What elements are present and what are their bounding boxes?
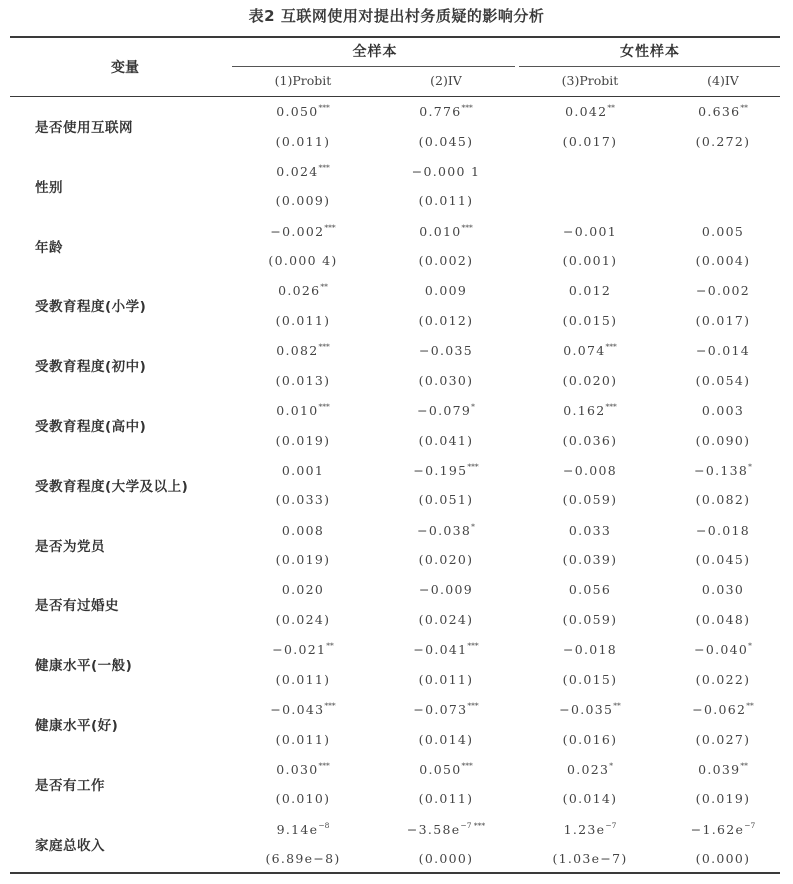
standard-error-cell: (0.014) [418,731,474,747]
coefficient-value: 0.001 [281,462,325,478]
group-header-full-sample: 全样本 [352,44,398,60]
coefficient-value: 0.042 [565,104,608,119]
standard-error-cell: (1.03e−7) [552,851,628,867]
standard-error-cell: (0.041) [418,432,474,448]
coefficient-cell [525,400,655,422]
coefficient-cell [381,639,511,661]
significance-marker: ** [613,701,621,710]
significance-marker: * [748,461,752,471]
coefficient-value: −0.000 1 [411,163,481,179]
coefficient-cell [525,699,655,721]
standard-error-cell: (0.000 4) [268,253,338,269]
significance-marker: ** [740,760,748,770]
coefficient-cell [238,579,368,601]
standard-error-cell: (0.019) [275,432,331,448]
coefficient-cell [525,639,655,661]
header-rule [10,96,780,97]
coefficient-value: 0.012 [568,283,612,299]
coefficient-value: 0.050 [276,104,319,119]
coefficient-cell [525,101,655,123]
standard-error-cell: (0.017) [695,312,751,328]
coefficient-cell [238,340,368,362]
coefficient-value: 0.003 [701,403,745,418]
coefficient-cell [238,161,368,183]
significance-marker: *** [467,701,479,710]
standard-error-cell: (0.011) [275,671,331,687]
row-label: 健康水平(一般) [35,658,133,675]
significance-marker: −8 [318,820,330,830]
row-label: 健康水平(好) [35,718,119,734]
coefficient-cell [381,520,511,542]
column-header-3: (3)Probit [561,73,619,88]
standard-error-cell: (0.048) [695,611,751,627]
significance-marker: * [471,402,475,411]
coefficient-cell [381,221,511,243]
coefficient-value: 0.008 [281,522,325,538]
coefficient-cell [658,520,788,542]
coefficient-value: 0.776 [419,104,462,119]
coefficient-value: −0.062 [692,702,747,717]
significance-marker: *** [324,701,336,710]
coefficient-cell [238,759,368,781]
coefficient-value: −0.073 [413,702,468,717]
coefficient-value: 0.082 [276,343,319,359]
coefficient-value: −0.079 [417,403,472,418]
coefficient-value: 0.636 [698,104,741,119]
coefficient-value: 1.23e [563,821,606,837]
coefficient-value: −0.040 [694,642,749,658]
standard-error-cell: (0.000) [695,851,751,867]
significance-marker: −7 [744,820,756,830]
coefficient-value: 0.005 [701,223,745,239]
standard-error-cell: (0.011) [418,193,474,209]
significance-marker: *** [461,222,473,232]
table-title: 表2 互联网使用对提出村务质疑的影响分析 [248,7,545,25]
standard-error-cell: (0.015) [562,671,618,687]
coefficient-cell [381,819,511,841]
significance-marker: *** [318,162,330,172]
standard-error-cell: (0.011) [275,133,331,149]
significance-marker: *** [461,103,473,112]
coefficient-value: −0.021 [272,642,327,658]
column-header-4: (4)IV [707,73,739,88]
coefficient-cell [658,819,788,841]
coefficient-value: −0.002 [270,223,325,239]
standard-error-cell: (0.014) [562,791,618,807]
coefficient-value: −0.002 [695,283,751,299]
standard-error-cell: (0.039) [562,552,618,568]
row-label: 家庭总收入 [35,837,105,854]
standard-error-cell: (0.045) [695,552,751,568]
significance-marker: *** [318,103,330,112]
significance-marker: * [748,641,752,651]
standard-error-cell: (0.012) [418,312,474,328]
standard-error-cell: (0.019) [695,791,751,807]
coefficient-value: −0.038 [417,522,472,538]
coefficient-value: −0.014 [695,343,751,359]
group-rule-female-sample [519,66,780,67]
coefficient-value: 0.030 [701,582,745,598]
standard-error-cell: (0.019) [275,552,331,568]
coefficient-value: −3.58e [406,821,461,837]
column-header-1: (1)Probit [274,73,332,88]
row-label: 受教育程度(大学及以上) [35,478,189,495]
coefficient-cell [238,639,368,661]
significance-marker: * [471,521,475,531]
bottom-rule [10,872,780,874]
coefficient-value: −0.138 [694,462,749,478]
significance-marker: *** [605,342,617,352]
coefficient-cell [238,819,368,841]
standard-error-cell: (0.013) [275,372,331,388]
significance-marker: *** [467,641,479,651]
coefficient-cell [525,340,655,362]
coefficient-cell [525,759,655,781]
coefficient-cell [658,161,788,183]
standard-error-cell: (0.001) [562,253,618,269]
coefficient-value: 0.050 [419,761,462,777]
row-label: 是否有工作 [35,777,105,794]
standard-error-cell: (0.059) [562,492,618,508]
standard-error-cell: (0.011) [275,731,331,747]
standard-error-cell: (0.020) [562,372,618,388]
coefficient-value: −0.043 [270,702,325,717]
significance-marker: ** [740,103,748,112]
coefficient-value: −0.018 [695,522,751,538]
coefficient-value: 9.14e [276,821,319,837]
row-label: 性别 [35,179,63,196]
row-label: 受教育程度(高中) [35,419,147,435]
coefficient-cell [381,161,511,183]
coefficient-cell [381,579,511,601]
coefficient-cell [381,699,511,721]
standard-error-cell: (0.011) [275,312,331,328]
coefficient-value: −0.008 [562,462,618,478]
coefficient-value: 0.010 [419,223,462,239]
coefficient-value: −0.009 [418,582,474,598]
row-label: 年龄 [35,239,63,256]
coefficient-cell [238,101,368,123]
standard-error-cell: (0.000) [418,851,474,867]
coefficient-value: 0.024 [276,163,319,179]
coefficient-value: 0.020 [281,582,325,598]
significance-marker: *** [605,402,617,411]
coefficient-cell [238,400,368,422]
coefficient-cell [525,520,655,542]
significance-marker: ** [326,641,334,651]
coefficient-cell [658,400,788,422]
coefficient-value: −0.041 [413,642,468,658]
coefficient-value: 0.023 [566,761,610,777]
coefficient-cell [658,639,788,661]
significance-marker: *** [318,342,330,352]
significance-marker: *** [461,760,473,770]
standard-error-cell: (6.89e−8) [265,851,341,867]
coefficient-cell [238,280,368,302]
standard-error-cell: (0.011) [418,671,474,687]
coefficient-value: 0.056 [568,582,612,598]
standard-error-cell: (0.017) [562,133,618,149]
significance-marker: * [609,760,614,770]
coefficient-value: 0.039 [698,761,741,777]
coefficient-cell [525,161,655,183]
coefficient-cell [658,340,788,362]
coefficient-cell [381,340,511,362]
standard-error-cell: (0.036) [562,432,618,448]
variable-header: 变量 [111,60,139,76]
standard-error-cell: (0.016) [562,731,618,747]
coefficient-cell [658,101,788,123]
coefficient-value: 0.033 [568,522,612,538]
standard-error-cell: (0.082) [695,492,751,508]
group-header-female-sample: 女性样本 [620,44,680,60]
standard-error-cell: (0.002) [418,253,474,269]
coefficient-value: −0.018 [562,642,618,658]
standard-error-cell: (0.033) [275,492,331,508]
coefficient-cell [238,460,368,482]
coefficient-cell [525,819,655,841]
coefficient-cell [381,280,511,302]
standard-error-cell: (0.090) [695,432,751,448]
coefficient-value: −0.035 [418,343,474,359]
column-header-2: (2)IV [430,73,462,88]
coefficient-cell [525,579,655,601]
row-label: 受教育程度(初中) [35,359,147,376]
standard-error-cell: (0.015) [562,312,618,328]
significance-marker: *** [467,461,479,471]
coefficient-cell [658,759,788,781]
standard-error-cell: (0.024) [418,611,474,627]
standard-error-cell: (0.051) [418,492,474,508]
standard-error-cell: (0.272) [695,133,751,149]
coefficient-value: 0.026 [278,283,321,299]
coefficient-cell [658,460,788,482]
coefficient-value: −0.035 [559,702,614,717]
significance-marker: −7 *** [460,820,486,830]
standard-error-cell: (0.020) [418,552,474,568]
coefficient-cell [238,520,368,542]
coefficient-value: 0.074 [563,343,606,359]
significance-marker: *** [324,222,336,232]
coefficient-cell [238,221,368,243]
significance-marker: ** [746,701,754,710]
coefficient-cell [658,221,788,243]
coefficient-value: 0.030 [276,761,319,777]
coefficient-value: 0.010 [276,403,319,418]
coefficient-cell [381,759,511,781]
significance-marker: −7 [605,820,617,830]
group-rule-full-sample [232,66,515,67]
standard-error-cell: (0.045) [418,133,474,149]
standard-error-cell: (0.010) [275,791,331,807]
coefficient-value: −0.001 [562,223,618,239]
coefficient-cell [658,699,788,721]
coefficient-cell [381,400,511,422]
coefficient-value: 0.009 [424,283,468,299]
standard-error-cell: (0.022) [695,671,751,687]
row-label: 是否使用互联网 [35,120,133,136]
standard-error-cell: (0.024) [275,611,331,627]
significance-marker: *** [318,760,330,770]
coefficient-cell [381,101,511,123]
standard-error-cell [525,190,655,212]
coefficient-value: −0.195 [413,462,468,478]
significance-marker: *** [318,402,330,411]
significance-marker: ** [607,103,615,112]
standard-error-cell [658,190,788,212]
coefficient-cell [525,280,655,302]
coefficient-cell [658,579,788,601]
coefficient-cell [525,460,655,482]
standard-error-cell: (0.027) [695,731,751,747]
standard-error-cell: (0.054) [695,372,751,388]
standard-error-cell: (0.030) [418,372,474,388]
standard-error-cell: (0.011) [418,791,474,807]
standard-error-cell: (0.004) [695,253,751,269]
coefficient-cell [381,460,511,482]
row-label: 是否为党员 [35,538,105,555]
coefficient-cell [658,280,788,302]
standard-error-cell: (0.009) [275,193,331,209]
row-label: 是否有过婚史 [35,598,119,615]
significance-marker: ** [320,282,328,292]
row-label: 受教育程度(小学) [35,299,147,316]
standard-error-cell: (0.059) [562,611,618,627]
coefficient-value: 0.162 [563,403,606,418]
coefficient-cell [525,221,655,243]
coefficient-cell [238,699,368,721]
coefficient-value: −1.62e [690,821,745,837]
